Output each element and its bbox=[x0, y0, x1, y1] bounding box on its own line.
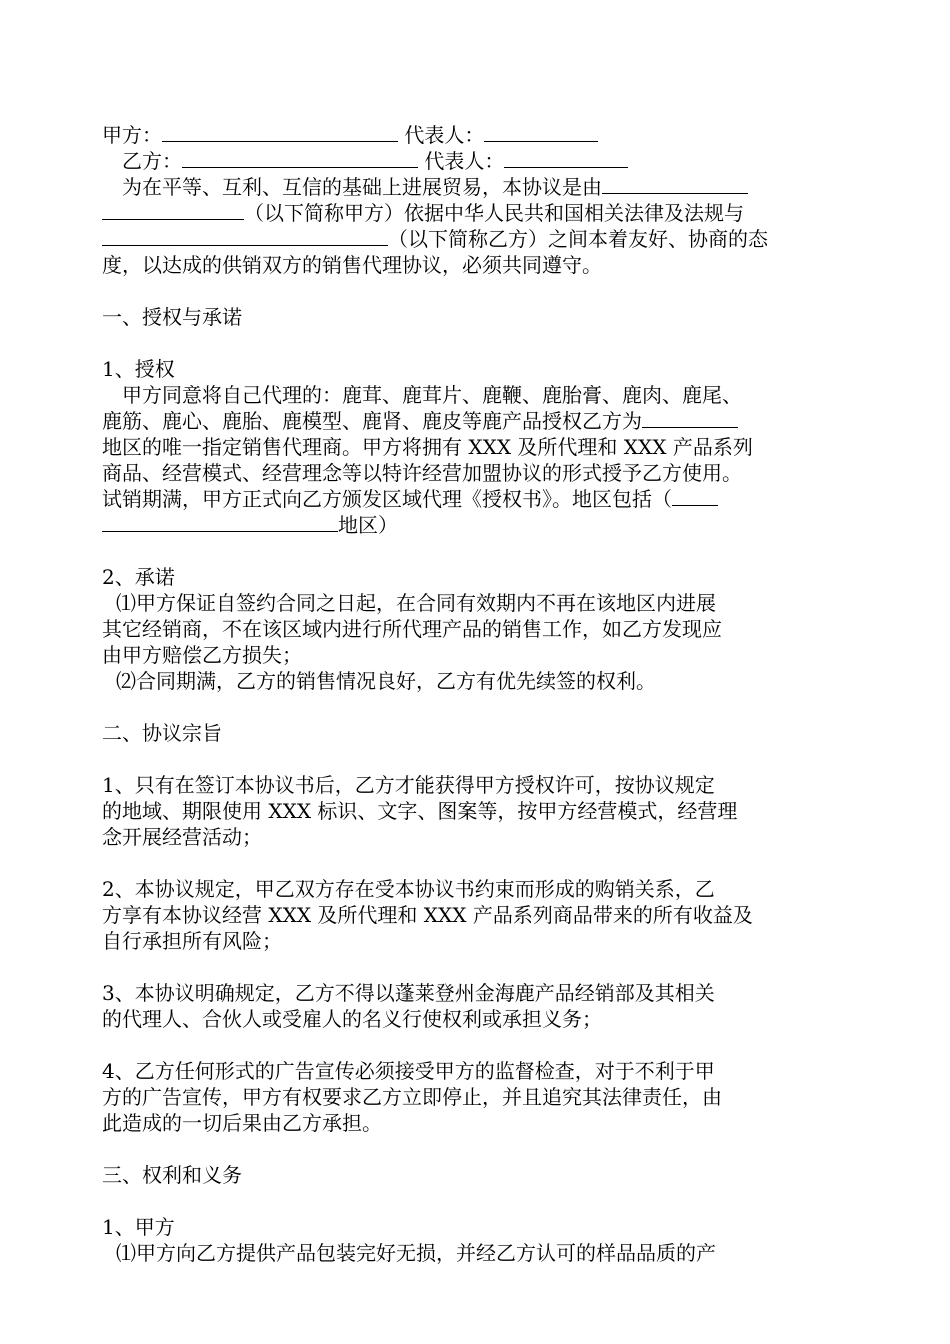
s2-p4-line-3: 此造成的一切后果由乙方承担。 bbox=[102, 1111, 382, 1135]
contract-document bbox=[102, 122, 850, 1266]
s2-p1-line-1: 1、只有在签订本协议书后，乙方才能获得甲方授权许可，按协议规定 bbox=[102, 773, 715, 797]
region-blank bbox=[642, 408, 738, 428]
party-b-blank bbox=[182, 148, 418, 168]
s1-sub1-line-3: 地区的唯一指定销售代理商。甲方将拥有 XXX 及所代理和 XXX 产品系列 bbox=[102, 435, 753, 459]
s1-sub2-line-3: 由甲方赔偿乙方损失； bbox=[102, 643, 302, 667]
s1-sub1-line-2 bbox=[102, 408, 850, 434]
s1-sub2-line-4: ⑵合同期满，乙方的销售情况良好，乙方有优先续签的权利。 bbox=[116, 669, 656, 693]
section-3-title: 三、权利和义务 bbox=[102, 1163, 242, 1187]
s2-p3-line-2: 的代理人、合伙人或受雇人的名义行使权利或承担义务； bbox=[102, 1007, 602, 1031]
party-a-label: 甲方： bbox=[102, 123, 162, 147]
s2-p1-line-3: 念开展经营活动； bbox=[102, 825, 262, 849]
intro-blank-1 bbox=[602, 174, 748, 194]
intro-line-2 bbox=[102, 200, 850, 226]
section-1-title: 一、授权与承诺 bbox=[102, 305, 242, 329]
s2-p4-line-2: 方的广告宣传，甲方有权要求乙方立即停止，并且追究其法律责任，由 bbox=[102, 1085, 722, 1109]
s2-p3-line-1: 3、本协议明确规定，乙方不得以蓬莱登州金海鹿产品经销部及其相关 bbox=[102, 981, 715, 1005]
party-b-line bbox=[102, 148, 850, 174]
s1-sub1-title: 1、授权 bbox=[102, 357, 175, 381]
s1-sub1-line-1: 甲方同意将自己代理的：鹿茸、鹿茸片、鹿鞭、鹿胎膏、鹿肉、鹿尾、 bbox=[122, 383, 742, 407]
region-list-blank-2 bbox=[102, 512, 338, 532]
s1-sub1-text-2: 鹿筋、鹿心、鹿胎、鹿模型、鹿肾、鹿皮等鹿产品授权乙方为 bbox=[102, 409, 642, 433]
s3-sub1-line-1: ⑴甲方向乙方提供产品包装完好无损，并经乙方认可的样品品质的产 bbox=[116, 1241, 716, 1265]
intro-text-2: （以下简称甲方）依据中华人民共和国相关法律及法规与 bbox=[244, 201, 744, 225]
intro-text-1: 为在平等、互利、互信的基础上进展贸易，本协议是由 bbox=[122, 175, 602, 199]
s1-sub2-line-1: ⑴甲方保证自签约合同之日起，在合同有效期内不再在该地区内进展 bbox=[116, 591, 716, 615]
s1-sub2-line-2: 其它经销商，不在该区域内进行所代理产品的销售工作，如乙方发现应 bbox=[102, 617, 722, 641]
s2-p4-line-1: 4、乙方任何形式的广告宣传必须接受甲方的监督检查，对于不利于甲 bbox=[102, 1059, 715, 1083]
s1-sub1-line-6 bbox=[102, 512, 850, 538]
s2-p1-line-2: 的地域、期限使用 XXX 标识、文字、图案等，按甲方经营模式，经营理 bbox=[102, 799, 738, 823]
s2-p2-line-1: 2、本协议规定，甲乙双方存在受本协议书约束而形成的购销关系，乙 bbox=[102, 877, 715, 901]
party-b-label: 乙方： bbox=[122, 149, 182, 173]
rep-b-label: 代表人： bbox=[424, 149, 505, 173]
intro-blank-3 bbox=[102, 226, 388, 246]
region-list-blank-1 bbox=[672, 486, 718, 506]
s1-sub1-line-5 bbox=[102, 486, 850, 512]
s2-p2-line-3: 自行承担所有风险； bbox=[102, 929, 282, 953]
s1-sub1-text-6: 地区） bbox=[338, 513, 398, 537]
rep-a-label: 代表人： bbox=[404, 123, 485, 147]
rep-a-blank bbox=[484, 122, 598, 142]
intro-blank-2 bbox=[102, 200, 244, 220]
section-2-title: 二、协议宗旨 bbox=[102, 721, 222, 745]
s3-sub1-title: 1、甲方 bbox=[102, 1215, 175, 1239]
s1-sub1-text-5: 试销期满，甲方正式向乙方颁发区域代理《授权书》。地区包括（ bbox=[102, 487, 672, 511]
intro-line-4: 度，以达成的供销双方的销售代理协议，必须共同遵守。 bbox=[102, 253, 602, 277]
s2-p2-line-2: 方享有本协议经营 XXX 及所代理和 XXX 产品系列商品带来的所有收益及 bbox=[102, 903, 753, 927]
s1-sub1-line-4: 商品、经营模式、经营理念等以特许经营加盟协议的形式授予乙方使用。 bbox=[102, 461, 742, 485]
intro-line-1 bbox=[102, 174, 850, 200]
intro-line-3 bbox=[102, 226, 850, 252]
party-a-line bbox=[102, 122, 850, 148]
s1-sub2-title: 2、承诺 bbox=[102, 565, 175, 589]
party-a-blank bbox=[162, 122, 398, 142]
rep-b-blank bbox=[504, 148, 628, 168]
intro-text-3: （以下简称乙方）之间本着友好、协商的态 bbox=[388, 227, 768, 251]
